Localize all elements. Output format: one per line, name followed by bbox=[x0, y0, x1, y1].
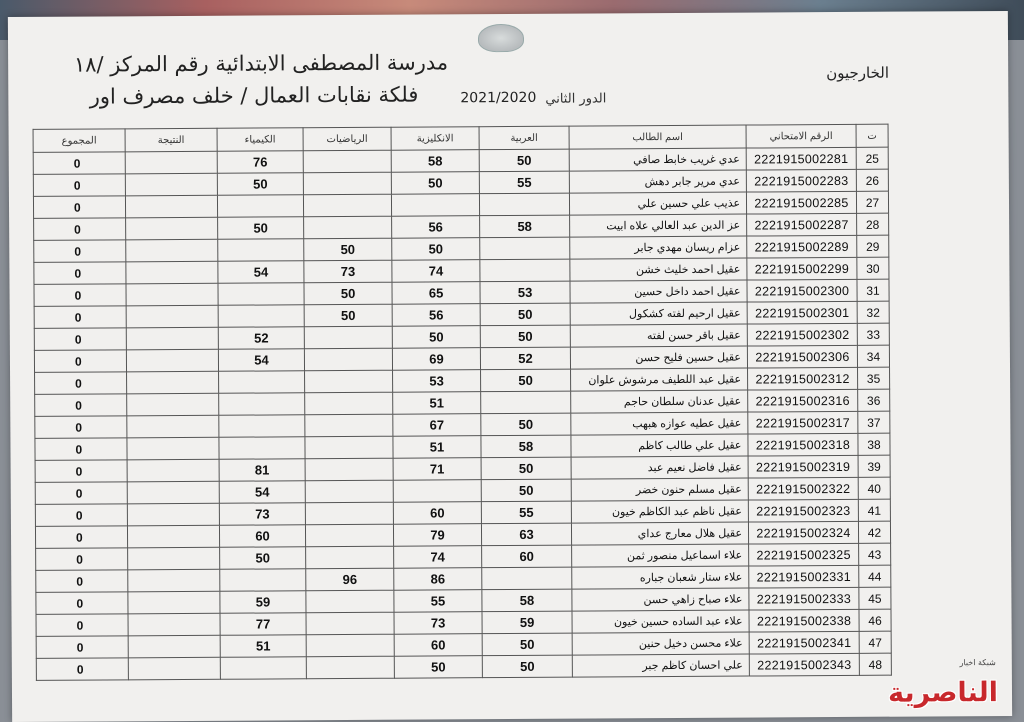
math-grade-cell bbox=[305, 392, 393, 415]
exam-number-cell: 2221915002312 bbox=[748, 367, 858, 390]
english-grade-cell: 50 bbox=[394, 656, 482, 679]
exam-number-cell: 2221915002300 bbox=[747, 279, 857, 302]
math-grade-cell: 50 bbox=[304, 304, 392, 327]
math-grade-cell: 50 bbox=[304, 238, 392, 261]
chemistry-grade-cell bbox=[220, 569, 306, 592]
exam-number-cell: 2221915002317 bbox=[748, 411, 858, 434]
exam-number-cell: 2221915002331 bbox=[749, 565, 859, 588]
total-cell: 0 bbox=[35, 504, 127, 527]
result-cell bbox=[126, 327, 218, 350]
english-grade-cell: 60 bbox=[393, 502, 481, 525]
english-grade-cell: 60 bbox=[394, 634, 482, 657]
total-cell: 0 bbox=[35, 438, 127, 461]
row-seq-cell: 45 bbox=[859, 587, 891, 609]
column-header: الكيمياء bbox=[217, 128, 303, 152]
chemistry-grade-cell: 81 bbox=[219, 459, 305, 482]
column-header: الانكليزية bbox=[391, 127, 479, 151]
total-cell: 0 bbox=[35, 394, 127, 417]
english-grade-cell: 58 bbox=[391, 150, 479, 173]
arabic-grade-cell bbox=[479, 193, 569, 216]
chemistry-grade-cell: 54 bbox=[219, 481, 305, 504]
column-header: الرياضيات bbox=[303, 127, 391, 151]
student-name-cell: عز الدين عبد العالي علاه ابيت bbox=[570, 214, 747, 237]
result-cell bbox=[126, 217, 218, 240]
math-grade-cell bbox=[306, 634, 394, 657]
academic-year: 2021/2020 bbox=[460, 89, 537, 107]
english-grade-cell: 55 bbox=[394, 590, 482, 613]
result-cell bbox=[126, 349, 218, 372]
school-name: مدرسة المصطفى الابتدائية رقم المركز /١٨ bbox=[73, 50, 449, 77]
result-cell bbox=[127, 459, 219, 482]
arabic-grade-cell: 50 bbox=[482, 655, 572, 678]
student-name-cell: علاء ستار شعبان جباره bbox=[572, 566, 749, 589]
exam-number-cell: 2221915002325 bbox=[749, 543, 859, 566]
student-name-cell: عذيب علي حسين علي bbox=[569, 192, 746, 215]
total-cell: 0 bbox=[34, 306, 126, 329]
row-seq-cell: 37 bbox=[858, 411, 890, 433]
chemistry-grade-cell bbox=[219, 437, 305, 460]
student-name-cell: عدي غريب خابط صافي bbox=[569, 148, 746, 171]
row-seq-cell: 42 bbox=[858, 521, 890, 543]
math-grade-cell bbox=[303, 172, 391, 195]
row-seq-cell: 34 bbox=[857, 345, 889, 367]
result-cell bbox=[128, 613, 220, 636]
math-grade-cell: 50 bbox=[304, 282, 392, 305]
english-grade-cell bbox=[393, 480, 481, 503]
exam-number-cell: 2221915002302 bbox=[747, 323, 857, 346]
result-cell bbox=[128, 635, 220, 658]
math-grade-cell bbox=[305, 414, 393, 437]
result-cell bbox=[127, 437, 219, 460]
total-cell: 0 bbox=[34, 350, 126, 373]
result-cell bbox=[127, 481, 219, 504]
total-cell: 0 bbox=[36, 658, 128, 681]
exam-number-cell: 2221915002281 bbox=[746, 147, 856, 170]
result-cell bbox=[128, 657, 220, 680]
result-cell bbox=[125, 173, 217, 196]
total-cell: 0 bbox=[35, 482, 127, 505]
exam-number-cell: 2221915002318 bbox=[748, 433, 858, 456]
math-grade-cell bbox=[305, 524, 393, 547]
row-seq-cell: 25 bbox=[856, 147, 888, 169]
arabic-grade-cell: 50 bbox=[481, 369, 571, 392]
math-grade-cell bbox=[305, 370, 393, 393]
result-cell bbox=[128, 547, 220, 570]
exam-number-cell: 2221915002324 bbox=[748, 521, 858, 544]
result-cell bbox=[125, 195, 217, 218]
english-grade-cell: 67 bbox=[393, 414, 481, 437]
student-name-cell: عزام ريسان مهدي جابر bbox=[570, 236, 747, 259]
chemistry-grade-cell: 77 bbox=[220, 613, 306, 636]
result-cell bbox=[128, 591, 220, 614]
arabic-grade-cell: 58 bbox=[480, 215, 570, 238]
column-header: العربية bbox=[479, 126, 569, 150]
exam-round: الدور الثاني bbox=[545, 91, 607, 107]
chemistry-grade-cell bbox=[219, 415, 305, 438]
exam-number-cell: 2221915002306 bbox=[747, 345, 857, 368]
english-grade-cell: 74 bbox=[392, 260, 480, 283]
english-grade-cell: 51 bbox=[393, 392, 481, 415]
arabic-grade-cell: 58 bbox=[481, 435, 571, 458]
english-grade-cell: 50 bbox=[391, 172, 479, 195]
student-name-cell: علي احسان كاظم جبر bbox=[572, 654, 749, 677]
total-cell: 0 bbox=[34, 218, 126, 241]
result-cell bbox=[127, 415, 219, 438]
exam-number-cell: 2221915002319 bbox=[748, 455, 858, 478]
arabic-grade-cell: 50 bbox=[480, 325, 570, 348]
arabic-grade-cell bbox=[482, 567, 572, 590]
student-name-cell: عقيل حسين فليح حسن bbox=[570, 346, 747, 369]
total-cell: 0 bbox=[35, 460, 127, 483]
chemistry-grade-cell bbox=[219, 371, 305, 394]
student-name-cell: عقيل عطيه عوازه هبهب bbox=[571, 412, 748, 435]
result-cell bbox=[127, 503, 219, 526]
column-header: المجموع bbox=[33, 129, 125, 153]
student-name-cell: عقيل مسلم حنون خضر bbox=[571, 478, 748, 501]
arabic-grade-cell: 59 bbox=[482, 611, 572, 634]
student-name-cell: عقيل احمد داخل حسين bbox=[570, 280, 747, 303]
row-seq-cell: 43 bbox=[859, 543, 891, 565]
row-seq-cell: 30 bbox=[857, 257, 889, 279]
english-grade-cell: 71 bbox=[393, 458, 481, 481]
row-seq-cell: 33 bbox=[857, 323, 889, 345]
arabic-grade-cell: 52 bbox=[480, 347, 570, 370]
chemistry-grade-cell bbox=[218, 239, 304, 262]
chemistry-grade-cell: 54 bbox=[218, 349, 304, 372]
chemistry-grade-cell: 50 bbox=[217, 173, 303, 196]
student-name-cell: عقيل ارحيم لفته كشكول bbox=[570, 302, 747, 325]
exam-number-cell: 2221915002343 bbox=[749, 653, 859, 676]
chemistry-grade-cell bbox=[220, 657, 306, 680]
result-cell bbox=[128, 569, 220, 592]
news-watermark bbox=[878, 658, 999, 709]
english-grade-cell: 51 bbox=[393, 436, 481, 459]
english-grade-cell: 74 bbox=[394, 546, 482, 569]
student-name-cell: علاء صباح زاهي حسن bbox=[572, 588, 749, 611]
results-table bbox=[33, 124, 892, 681]
chemistry-grade-cell: 60 bbox=[219, 525, 305, 548]
arabic-grade-cell: 55 bbox=[481, 501, 571, 524]
chemistry-grade-cell bbox=[218, 283, 304, 306]
english-grade-cell: 56 bbox=[392, 216, 480, 239]
math-grade-cell bbox=[306, 612, 394, 635]
row-seq-cell: 35 bbox=[858, 367, 890, 389]
column-header: الرقم الامتحاني bbox=[746, 124, 856, 148]
arabic-grade-cell: 60 bbox=[482, 545, 572, 568]
row-seq-cell: 47 bbox=[859, 631, 891, 653]
result-cell bbox=[127, 393, 219, 416]
chemistry-grade-cell: 51 bbox=[220, 635, 306, 658]
exam-number-cell: 2221915002301 bbox=[747, 301, 857, 324]
arabic-grade-cell: 50 bbox=[480, 303, 570, 326]
math-grade-cell bbox=[305, 502, 393, 525]
school-location: فلكة نقابات العمال / خلف مصرف اور bbox=[89, 82, 419, 109]
arabic-grade-cell bbox=[481, 391, 571, 414]
chemistry-grade-cell: 76 bbox=[217, 151, 303, 174]
total-cell: 0 bbox=[33, 174, 125, 197]
english-grade-cell: 50 bbox=[392, 326, 480, 349]
exam-number-cell: 2221915002285 bbox=[746, 191, 856, 214]
arabic-grade-cell: 50 bbox=[482, 633, 572, 656]
english-grade-cell: 56 bbox=[392, 304, 480, 327]
english-grade-cell: 65 bbox=[392, 282, 480, 305]
math-grade-cell bbox=[304, 326, 392, 349]
row-seq-cell: 26 bbox=[856, 169, 888, 191]
total-cell: 0 bbox=[36, 592, 128, 615]
row-seq-cell: 28 bbox=[857, 213, 889, 235]
student-name-cell: عقيل علي طالب كاظم bbox=[571, 434, 748, 457]
student-name-cell: عقيل عبد اللطيف مرشوش علوان bbox=[571, 368, 748, 391]
student-category: الخارجيون bbox=[826, 63, 890, 83]
chemistry-grade-cell: 50 bbox=[218, 217, 304, 240]
column-header: اسم الطالب bbox=[569, 125, 746, 149]
result-cell bbox=[126, 261, 218, 284]
exam-number-cell: 2221915002338 bbox=[749, 609, 859, 632]
exam-number-cell: 2221915002289 bbox=[747, 235, 857, 258]
arabic-grade-cell: 50 bbox=[481, 457, 571, 480]
row-seq-cell: 27 bbox=[856, 191, 888, 213]
math-grade-cell: 96 bbox=[306, 568, 394, 591]
chemistry-grade-cell: 54 bbox=[218, 261, 304, 284]
student-name-cell: عدي مرير جابر دهش bbox=[569, 170, 746, 193]
result-cell bbox=[126, 283, 218, 306]
student-name-cell: عقيل باقر حسن لفته bbox=[570, 324, 747, 347]
total-cell: 0 bbox=[34, 284, 126, 307]
math-grade-cell bbox=[305, 480, 393, 503]
result-cell bbox=[127, 371, 219, 394]
table-row bbox=[36, 653, 891, 680]
total-cell: 0 bbox=[33, 152, 125, 175]
column-header: النتيجة bbox=[125, 128, 217, 152]
row-seq-cell: 44 bbox=[859, 565, 891, 587]
row-seq-cell: 38 bbox=[858, 433, 890, 455]
total-cell: 0 bbox=[34, 240, 126, 263]
student-name-cell: عقيل فاضل نعيم عبد bbox=[571, 456, 748, 479]
math-grade-cell bbox=[306, 546, 394, 569]
table-body bbox=[33, 147, 891, 680]
exam-number-cell: 2221915002299 bbox=[747, 257, 857, 280]
math-grade-cell bbox=[304, 216, 392, 239]
column-header: ت bbox=[856, 124, 888, 147]
row-seq-cell: 39 bbox=[858, 455, 890, 477]
watermark-subtitle: شبكة اخبار bbox=[959, 658, 996, 668]
student-name-cell: عقيل احمد خليث خشن bbox=[570, 258, 747, 281]
english-grade-cell: 86 bbox=[394, 568, 482, 591]
exam-number-cell: 2221915002341 bbox=[749, 631, 859, 654]
english-grade-cell: 50 bbox=[392, 238, 480, 261]
math-grade-cell bbox=[305, 458, 393, 481]
chemistry-grade-cell bbox=[217, 195, 303, 218]
row-seq-cell: 48 bbox=[859, 653, 891, 675]
total-cell: 0 bbox=[34, 328, 126, 351]
exam-number-cell: 2221915002323 bbox=[748, 499, 858, 522]
result-cell bbox=[126, 239, 218, 262]
student-name-cell: علاء اسماعيل منصور ثمن bbox=[572, 544, 749, 567]
chemistry-grade-cell: 50 bbox=[220, 547, 306, 570]
result-cell bbox=[126, 305, 218, 328]
total-cell: 0 bbox=[35, 416, 127, 439]
student-name-cell: علاء محسن دخيل حنين bbox=[572, 632, 749, 655]
row-seq-cell: 41 bbox=[858, 499, 890, 521]
english-grade-cell bbox=[391, 194, 479, 217]
watermark-logo: الناصرية bbox=[887, 677, 999, 709]
math-grade-cell bbox=[306, 590, 394, 613]
math-grade-cell bbox=[304, 348, 392, 371]
total-cell: 0 bbox=[35, 372, 127, 395]
row-seq-cell: 32 bbox=[857, 301, 889, 323]
arabic-grade-cell: 58 bbox=[482, 589, 572, 612]
exam-number-cell: 2221915002316 bbox=[748, 389, 858, 412]
exam-number-cell: 2221915002333 bbox=[749, 587, 859, 610]
total-cell: 0 bbox=[36, 548, 128, 571]
result-cell bbox=[125, 151, 217, 174]
total-cell: 0 bbox=[36, 636, 128, 659]
english-grade-cell: 69 bbox=[392, 348, 480, 371]
student-name-cell: عقيل عدنان سلطان حاجم bbox=[571, 390, 748, 413]
student-name-cell: علاء عبد الساده حسين خيون bbox=[572, 610, 749, 633]
english-grade-cell: 53 bbox=[393, 370, 481, 393]
arabic-grade-cell: 53 bbox=[480, 281, 570, 304]
arabic-grade-cell: 50 bbox=[479, 149, 569, 172]
chemistry-grade-cell bbox=[218, 305, 304, 328]
math-grade-cell bbox=[305, 436, 393, 459]
chemistry-grade-cell bbox=[219, 393, 305, 416]
arabic-grade-cell: 63 bbox=[481, 523, 571, 546]
chemistry-grade-cell: 73 bbox=[219, 503, 305, 526]
math-grade-cell bbox=[303, 194, 391, 217]
row-seq-cell: 40 bbox=[858, 477, 890, 499]
results-sheet bbox=[8, 11, 1012, 722]
chemistry-grade-cell: 52 bbox=[218, 327, 304, 350]
ministry-emblem-icon bbox=[478, 24, 524, 52]
student-name-cell: عقيل هلال معارج عداي bbox=[571, 522, 748, 545]
total-cell: 0 bbox=[35, 526, 127, 549]
arabic-grade-cell: 50 bbox=[481, 413, 571, 436]
arabic-grade-cell: 55 bbox=[479, 171, 569, 194]
exam-number-cell: 2221915002322 bbox=[748, 477, 858, 500]
chemistry-grade-cell: 59 bbox=[220, 591, 306, 614]
exam-number-cell: 2221915002283 bbox=[746, 169, 856, 192]
total-cell: 0 bbox=[36, 570, 128, 593]
math-grade-cell bbox=[306, 656, 394, 679]
row-seq-cell: 46 bbox=[859, 609, 891, 631]
student-name-cell: عقيل ناظم عبد الكاظم خيون bbox=[571, 500, 748, 523]
row-seq-cell: 29 bbox=[857, 235, 889, 257]
total-cell: 0 bbox=[33, 196, 125, 219]
math-grade-cell bbox=[303, 150, 391, 173]
arabic-grade-cell bbox=[480, 259, 570, 282]
english-grade-cell: 73 bbox=[394, 612, 482, 635]
arabic-grade-cell bbox=[480, 237, 570, 260]
result-cell bbox=[127, 525, 219, 548]
total-cell: 0 bbox=[36, 614, 128, 637]
arabic-grade-cell: 50 bbox=[481, 479, 571, 502]
row-seq-cell: 31 bbox=[857, 279, 889, 301]
row-seq-cell: 36 bbox=[858, 389, 890, 411]
exam-number-cell: 2221915002287 bbox=[747, 213, 857, 236]
math-grade-cell: 73 bbox=[304, 260, 392, 283]
english-grade-cell: 79 bbox=[393, 524, 481, 547]
total-cell: 0 bbox=[34, 262, 126, 285]
